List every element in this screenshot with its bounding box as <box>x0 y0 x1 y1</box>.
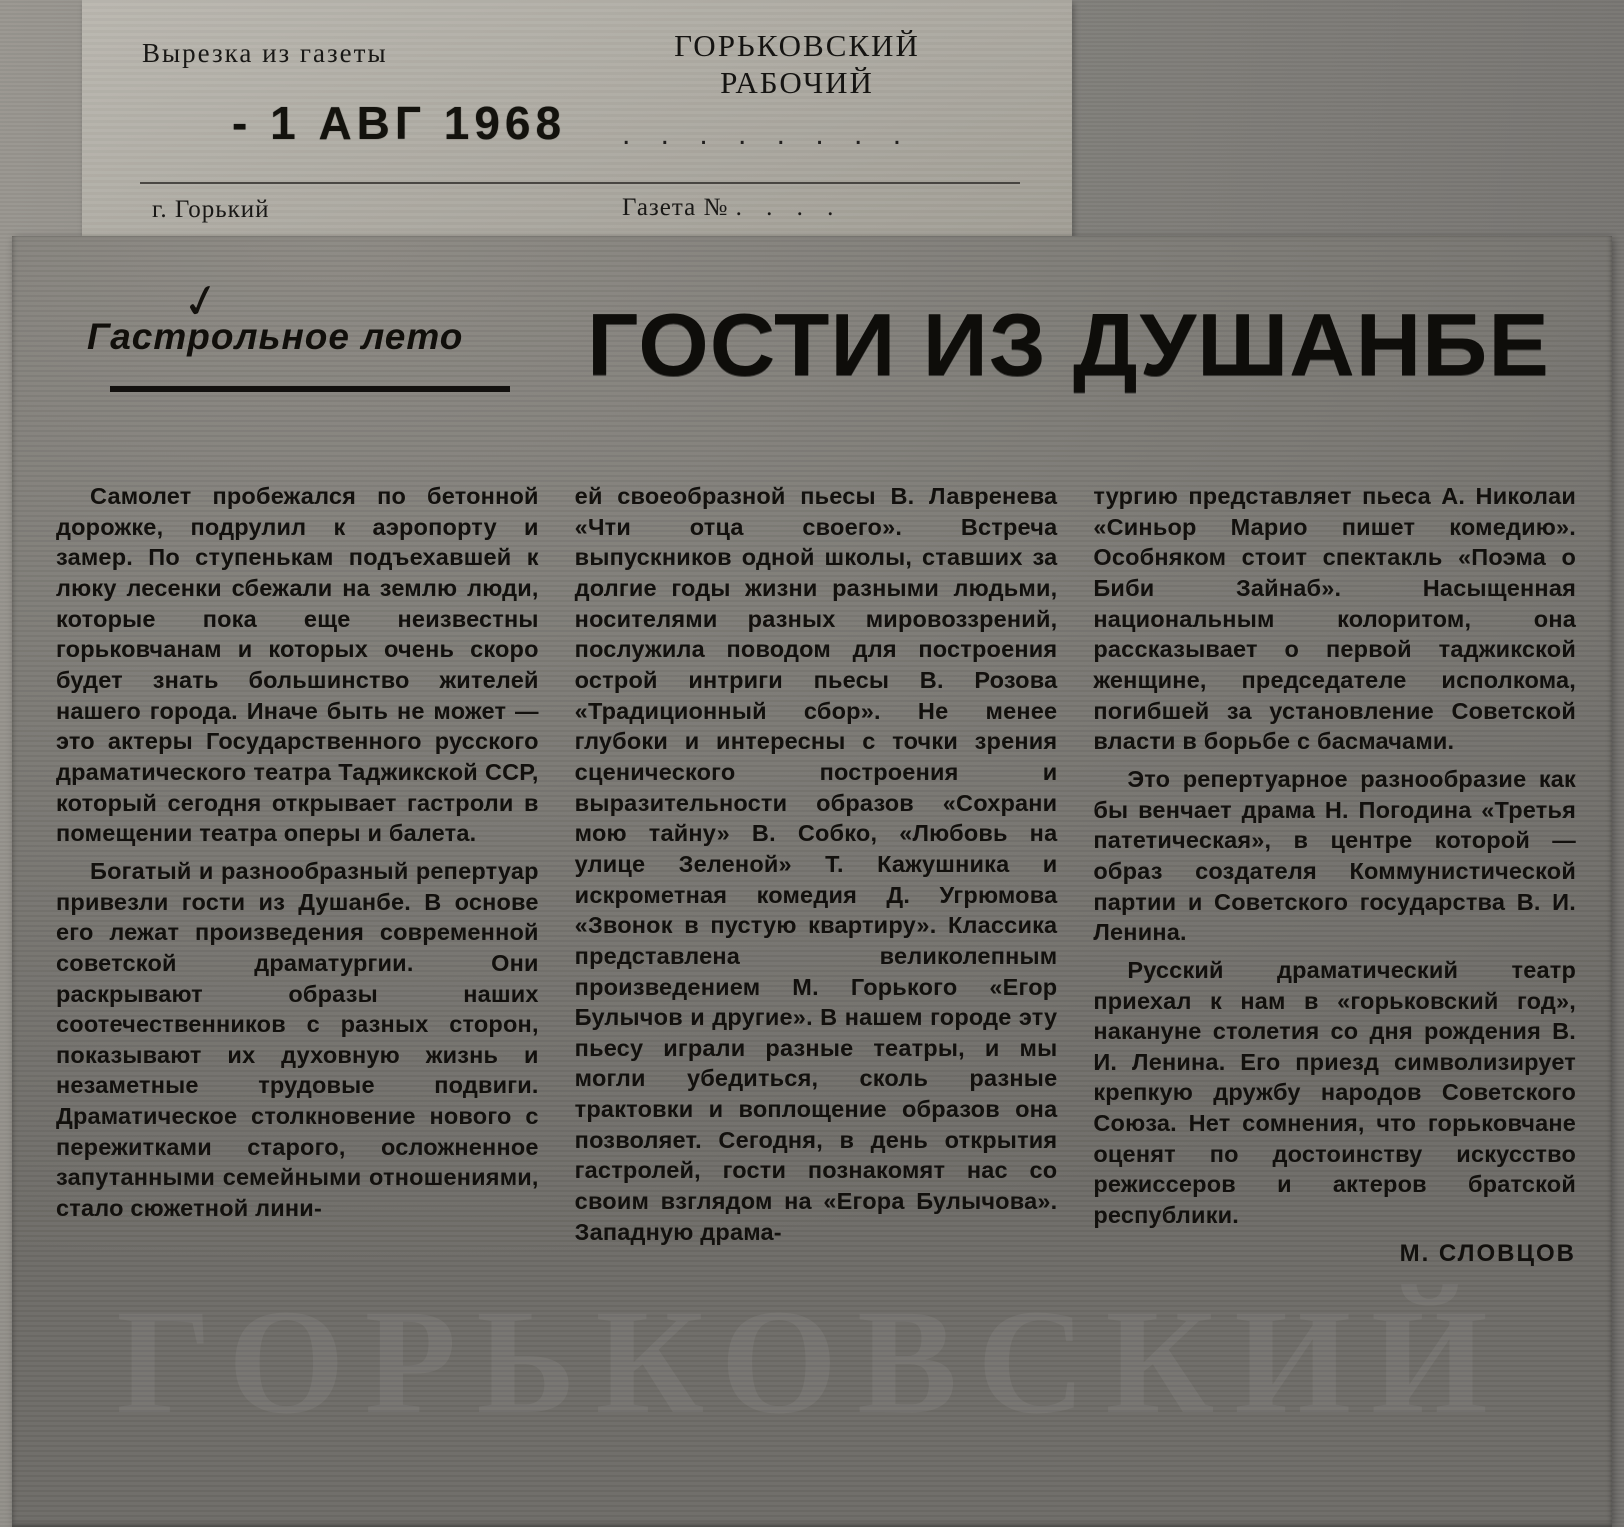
article-body <box>56 481 1576 1521</box>
cutting-label: Вырезка из газеты <box>142 38 388 68</box>
article-column-1 <box>56 481 539 1521</box>
issue-label-text: Газета № <box>622 194 729 221</box>
paragraph: тургию представляет пьеса А. Николаи «Синьор Марио пишет комедию». Особняком стоит спектакль «Поэма о Биби Зайнаб». Насыщенная национальным колоритом, она рассказывает о первой таджикской женщине, председателе исполкома, погибшей за установление Советской власти в борьбе с басмачами. <box>1093 483 1577 755</box>
paragraph: Самолет пробежался по бетонной дорожке, подрулил к аэропорту и замер. По ступенькам подъехавшей к люку лесенки сбежали на землю люди, которые пока еще неизвестны горьковчанам и которых очень скоро будет знать большинство жителей нашего города. Иначе быть не может — это актеры Государственного русского драматического театра Таджикской ССР, который сегодня открывает гастроли в помещении театра оперы и балета. <box>56 483 539 847</box>
article-column-2 <box>575 481 1058 1521</box>
paragraph: ей своеобразной пьесы В. Лавренева «Чти отца своего». Встреча выпускников одной школы, ставших за долгие годы жизни разными людьми, носителями разных мировоззрений, послужила поводом для построения острой интриги пьесы В. Розова «Традиционный сбор». Не менее глубоки и интересны с точки зрения сценического построения и выразительности образов «Сохрани мою тайну» В. Собко, «Любовь на улице Зеленой» Т. Кажушника и искрометная комедия Д. Угрюмова «Звонок в пустую квартиру». Классика представлена великолепным произведением М. Горького «Егор Булычов и другие». В нашем городе эту пьесу играли разные театры, и мы могли убедиться, сколь разные трактовки и воплощение образов она позволяет. Сегодня, в день открытия гастролей, гости познакомят нас со своим взглядом на «Егора Булычова». Западную драма- <box>574 483 1058 1245</box>
watermark-text: ГОРЬКОВСКИЙ <box>116 1279 1508 1445</box>
newspaper-name <box>587 28 1007 101</box>
newspaper-clipping <box>12 236 1612 1527</box>
newspaper-name-line1: ГОРЬКОВСКИЙ <box>674 28 920 63</box>
date-dots: . . . . . . . . <box>622 118 913 151</box>
check-mark-icon: ✓ <box>177 271 226 331</box>
article-rubric <box>87 271 557 358</box>
newspaper-name-line2: РАБОЧИЙ <box>720 64 874 100</box>
header-divider <box>140 182 1020 184</box>
article-headline: ГОСТИ ИЗ ДУШАНБЕ <box>587 295 1550 394</box>
article-column-3 <box>1093 481 1576 1521</box>
issue-number-label <box>622 194 842 222</box>
date-stamp: - 1 АВГ 1968 <box>232 97 567 149</box>
city-label: г. Горький <box>152 196 270 223</box>
rubric-label: Гастрольное лето <box>87 316 464 357</box>
rubric-underline <box>110 386 510 392</box>
issue-dots: . . . . <box>735 194 843 221</box>
clipping-header-slip <box>82 0 1072 243</box>
paragraph: Русский драматический театр приехал к нам в «горьковский год», накануне столетия со дня рождения В. И. Ленина. Его приезд символизирует крепкую дружбу народов Советского Союза. Нет сомнения, что горьковчане оценят по достоинству искусство режиссеров и актеров братской республики. <box>1093 956 1577 1229</box>
article-signature: М. СЛОВЦОВ <box>1399 1239 1577 1267</box>
paragraph: Это репертуарное разнообразие как бы венчает драма Н. Погодина «Третья патетическая», в центре которой — образ создателя Коммунистической партии и Советского государства В. И. Ленина. <box>1093 765 1577 946</box>
paragraph: Богатый и разнообразный репертуар привезли гости из Душанбе. В основе его лежат произведения современной советской драматургии. Они раскрывают образы наших соотечественников с разных сторон, показывают их духовную жизнь и незаметные трудовые подвиги. Драматическое столкновение нового с пережитками старого, осложненное запутанными семейными отношениями, стало сюжетной лини- <box>56 857 539 1222</box>
